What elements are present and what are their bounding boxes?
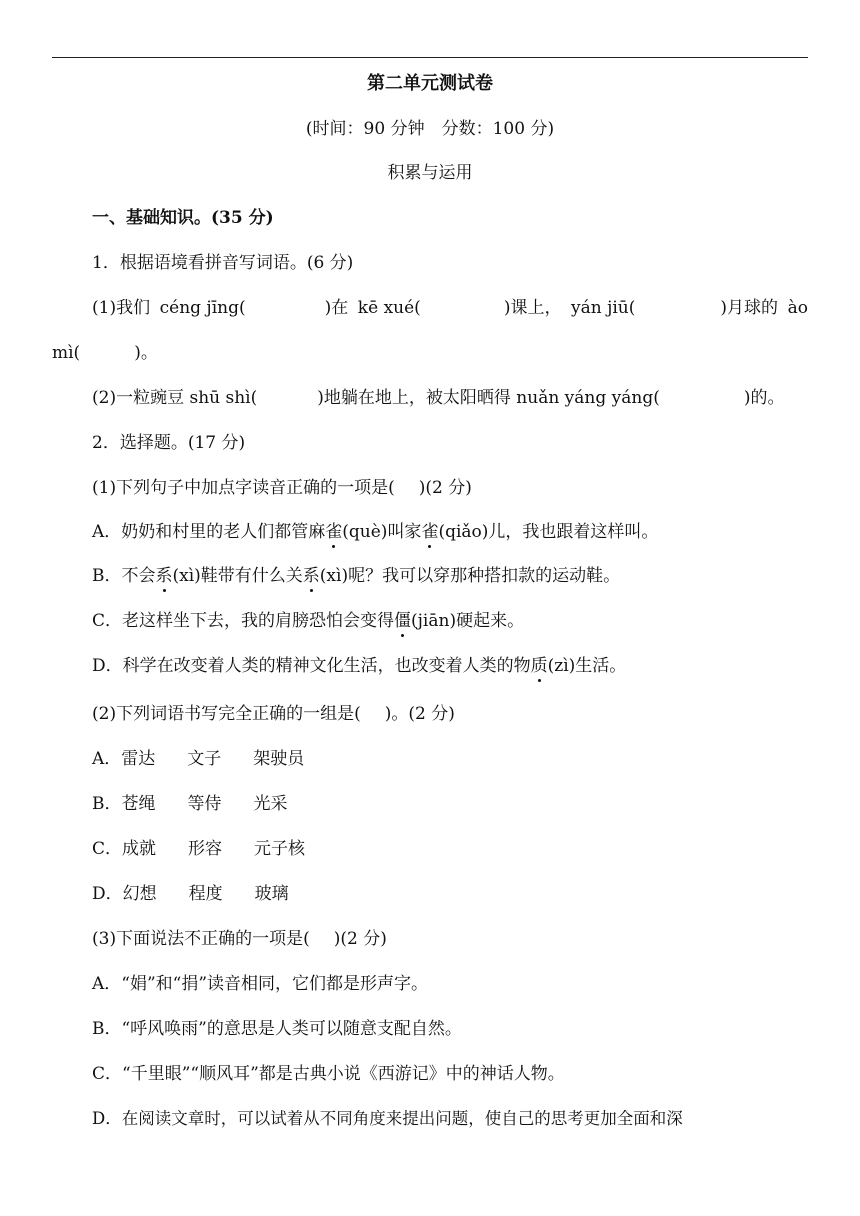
option-label: B． — [92, 794, 122, 814]
dotted-char: 僵 — [394, 611, 412, 631]
option-word: 光采 — [253, 794, 288, 814]
q2-sub2-option-c — [92, 837, 808, 861]
answer-blank[interactable] — [645, 296, 711, 320]
q1-s1-part: )课上， — [503, 298, 562, 318]
q2-sub2-option-b — [92, 792, 808, 816]
q2-sub3-option-d: D．在阅读文章时，可以试着从不同角度来提出问题，使自己的思考更加全面和深 — [92, 1109, 683, 1128]
q1-s1-pinyin: yán jiū( — [570, 298, 636, 318]
option-label: C． — [92, 839, 123, 859]
option-text: (jiān)硬起来。 — [411, 611, 525, 631]
option-text: (xì)呢？我可以穿那种搭扣款的运动鞋。 — [319, 566, 621, 586]
q2-sub1-option-a — [92, 520, 808, 544]
header-rule — [52, 57, 808, 58]
q1-sentence2 — [92, 386, 808, 410]
dotted-char: 雀 — [421, 522, 439, 542]
dotted-char: 系 — [302, 566, 320, 586]
q1-s1-part: (1)我们 — [92, 298, 151, 318]
option-word: 元子核 — [254, 839, 306, 859]
q1-s2-part: (2)一粒豌豆 shū shì( — [92, 388, 258, 408]
q2-sub2-option-a — [92, 747, 808, 771]
option-word: 雷达 — [121, 749, 156, 769]
stem-text: )。(2 分) — [384, 704, 455, 724]
q1-s1-pinyin: céng jīng( — [159, 298, 246, 318]
option-text: B．不会 — [92, 566, 156, 586]
option-word: 等侍 — [187, 794, 222, 814]
stem-text: (3)下面说法不正确的一项是( — [92, 929, 310, 949]
q2-sub1-option-c — [92, 609, 808, 633]
q1-s2-part: )地躺在地上，被太阳晒得 nuǎn yáng yáng( — [317, 388, 660, 408]
q2-sub2-option-d — [92, 882, 808, 906]
q2-sub3-option-a: A．“娟”和“捐”读音相同，它们都是形声字。 — [92, 974, 429, 994]
answer-blank[interactable] — [430, 296, 494, 320]
option-word: 幻想 — [122, 884, 157, 904]
dotted-char: 系 — [155, 566, 173, 586]
stem-text: )(2 分) — [418, 478, 472, 498]
stem-text: (1)下列句子中加点字读音正确的一项是( — [92, 478, 395, 498]
q1-s1-pinyin: kē xué( — [357, 298, 421, 318]
q1-s1-end: )。 — [134, 343, 158, 363]
q2-sub1-option-b — [92, 564, 808, 588]
q1-s1-pinyin: mì( — [52, 343, 81, 363]
option-word: 苍绳 — [121, 794, 156, 814]
option-text: (zì)生活。 — [547, 656, 627, 676]
option-word: 形容 — [188, 839, 223, 859]
option-label: D． — [92, 884, 123, 904]
option-word: 架驶员 — [253, 749, 305, 769]
option-text: A．奶奶和村里的老人们都管麻 — [92, 522, 326, 542]
q2-stem: 2．选择题。(17 分) — [92, 433, 246, 453]
option-text: C．老这样坐下去，我的肩膀恐怕会变得 — [92, 611, 395, 631]
page-title: 第二单元测试卷 — [367, 73, 493, 94]
q1-stem: 1．根据语境看拼音写词语。(6 分) — [92, 253, 354, 273]
dotted-char: 雀 — [325, 522, 343, 542]
option-text: (xì)鞋带有什么关 — [172, 566, 303, 586]
q2-sub2-stem — [92, 702, 808, 726]
option-label: A． — [92, 749, 122, 769]
answer-blank[interactable] — [255, 296, 315, 320]
q1-s1-pinyin: ào — [787, 298, 808, 318]
exam-info: (时间：90 分钟 分数：100 分) — [305, 119, 555, 139]
stem-text: )(2 分) — [333, 929, 387, 949]
option-word: 成就 — [122, 839, 157, 859]
q1-sentence1 — [92, 296, 808, 320]
q2-sub1-stem — [92, 476, 808, 500]
q1-sentence1-cont — [52, 341, 808, 365]
stem-text: (2)下列词语书写完全正确的一组是( — [92, 704, 361, 724]
option-word: 程度 — [188, 884, 223, 904]
option-word: 文子 — [187, 749, 222, 769]
q1-s1-part: )月球的 — [720, 298, 779, 318]
q1-s1-part: )在 — [324, 298, 349, 318]
q1-s2-part: )的。 — [743, 388, 785, 408]
section-title: 积累与运用 — [387, 163, 473, 183]
q2-sub3-option-c: C．“千里眼”“顺风耳”都是古典小说《西游记》中的神话人物。 — [92, 1064, 565, 1084]
part1-heading: 一、基础知识。(35 分) — [92, 208, 274, 228]
option-text: D．科学在改变着人类的精神文化生活，也改变着人类的物 — [92, 656, 531, 676]
q2-sub3-option-b: B．“呼风唤雨”的意思是人类可以随意支配自然。 — [92, 1019, 462, 1039]
option-word: 玻璃 — [254, 884, 289, 904]
q2-sub1-option-d — [92, 654, 808, 678]
option-text: (què)叫家 — [342, 522, 422, 542]
q2-sub3-stem — [92, 927, 808, 951]
dotted-char: 质 — [530, 656, 548, 676]
option-text: (qiǎo)儿，我也跟着这样叫。 — [438, 522, 659, 542]
